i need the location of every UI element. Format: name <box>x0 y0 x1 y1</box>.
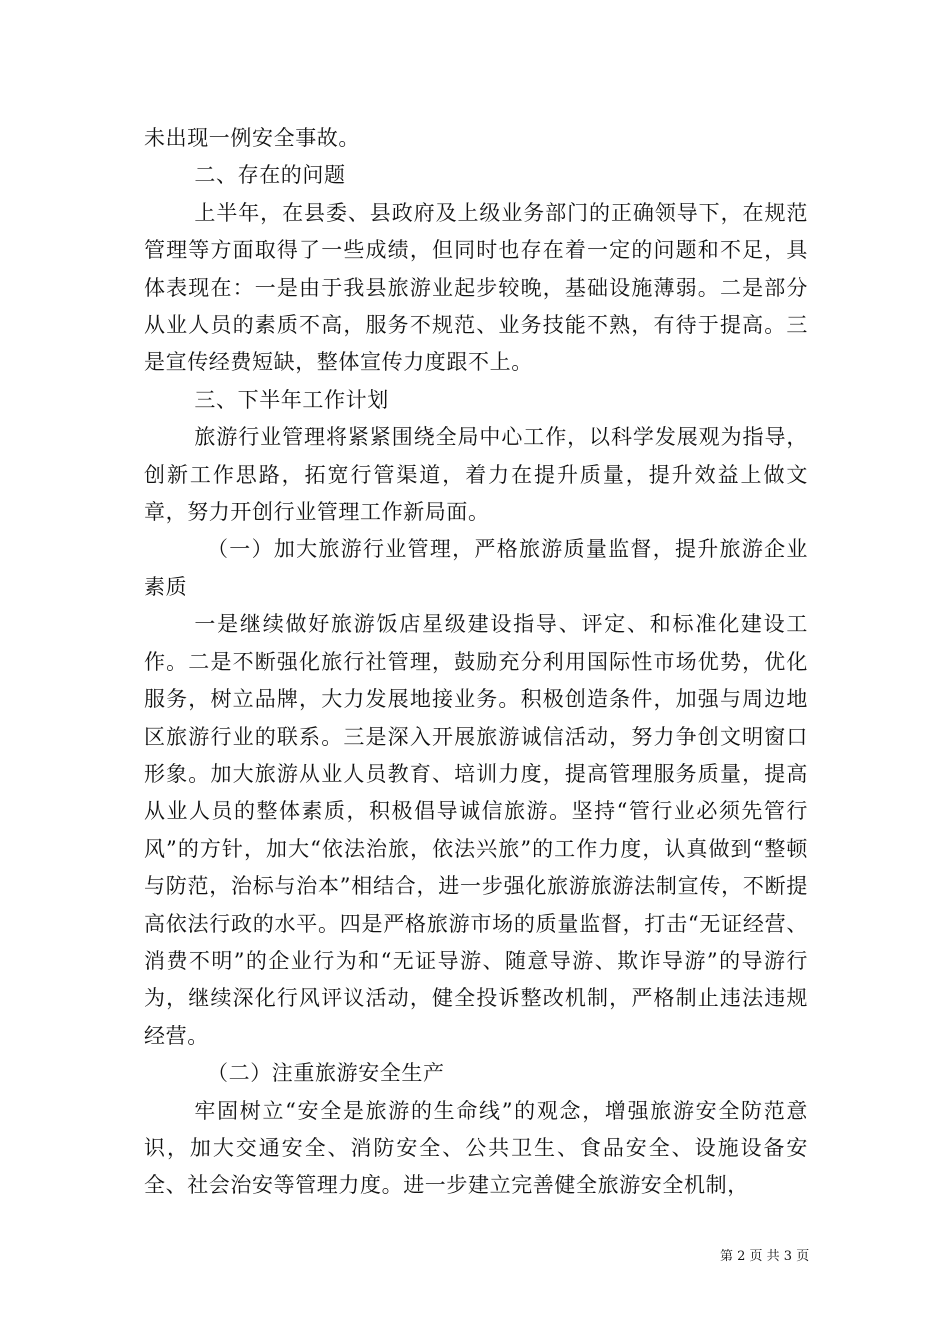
document-body <box>144 120 808 1205</box>
paragraph-management: 一是继续做好旅游饭店星级建设指导、评定、和标准化建设工作。二是不断强化旅行社管理，鼓励充分利用国际性市场优势，优化服务，树立品牌，大力发展地接业务。积极创造条件，加强与周边地区旅游行业的联系。三是深入开展旅游诚信活动，努力争创文明窗口形象。加大旅游从业人员教育、培训力度，提高管理服务质量，提高从业人员的整体素质，积极倡导诚信旅游。坚持“管行业必须先管行风”的方针，加大“依法治旅，依法兴旅”的工作力度，认真做到“整顿与防范，治标与治本”相结合，进一步强化旅游旅游法制宣传，不断提高依法行政的水平。四是严格旅游市场的质量监督，打击“无证经营、消费不明”的企业行为和“无证导游、随意导游、欺诈导游”的导游行为，继续深化行风评议活动，健全投诉整改机制，严格制止违法违规经营。 <box>144 612 808 1048</box>
subsection-heading-management: （一）加大旅游行业管理，严格旅游质量监督，提升旅游企业素质 <box>144 537 808 599</box>
paragraph-plan-intro: 旅游行业管理将紧紧围绕全局中心工作，以科学发展观为指导，创新工作思路，拓宽行管渠道，着力在提升质量，提升效益上做文章，努力开创行业管理工作新局面。 <box>144 425 808 525</box>
paragraph-continuation: 未出现一例安全事故。 <box>144 126 360 150</box>
page-number-footer: 第 2 页 共 3 页 <box>720 1249 810 1264</box>
subsection-heading-safety: （二）注重旅游安全生产 <box>207 1061 445 1086</box>
section-heading-problems: 二、存在的问题 <box>194 163 346 188</box>
section-heading-plan: 三、下半年工作计划 <box>194 387 389 412</box>
paragraph-safety: 牢固树立“安全是旅游的生命线”的观念，增强旅游安全防范意识，加大交通安全、消防安全、公共卫生、食品安全、设施设备安全、社会治安等管理力度。进一步建立完善健全旅游安全机制， <box>144 1098 808 1198</box>
paragraph-problems: 上半年，在县委、县政府及上级业务部门的正确领导下，在规范管理等方面取得了一些成绩，但同时也存在着一定的问题和不足，具体表现在：一是由于我县旅游业起步较晚，基础设施薄弱。二是部分从业人员的素质不高，服务不规范、业务技能不熟，有待于提高。三是宣传经费短缺，整体宣传力度跟不上。 <box>144 200 808 375</box>
